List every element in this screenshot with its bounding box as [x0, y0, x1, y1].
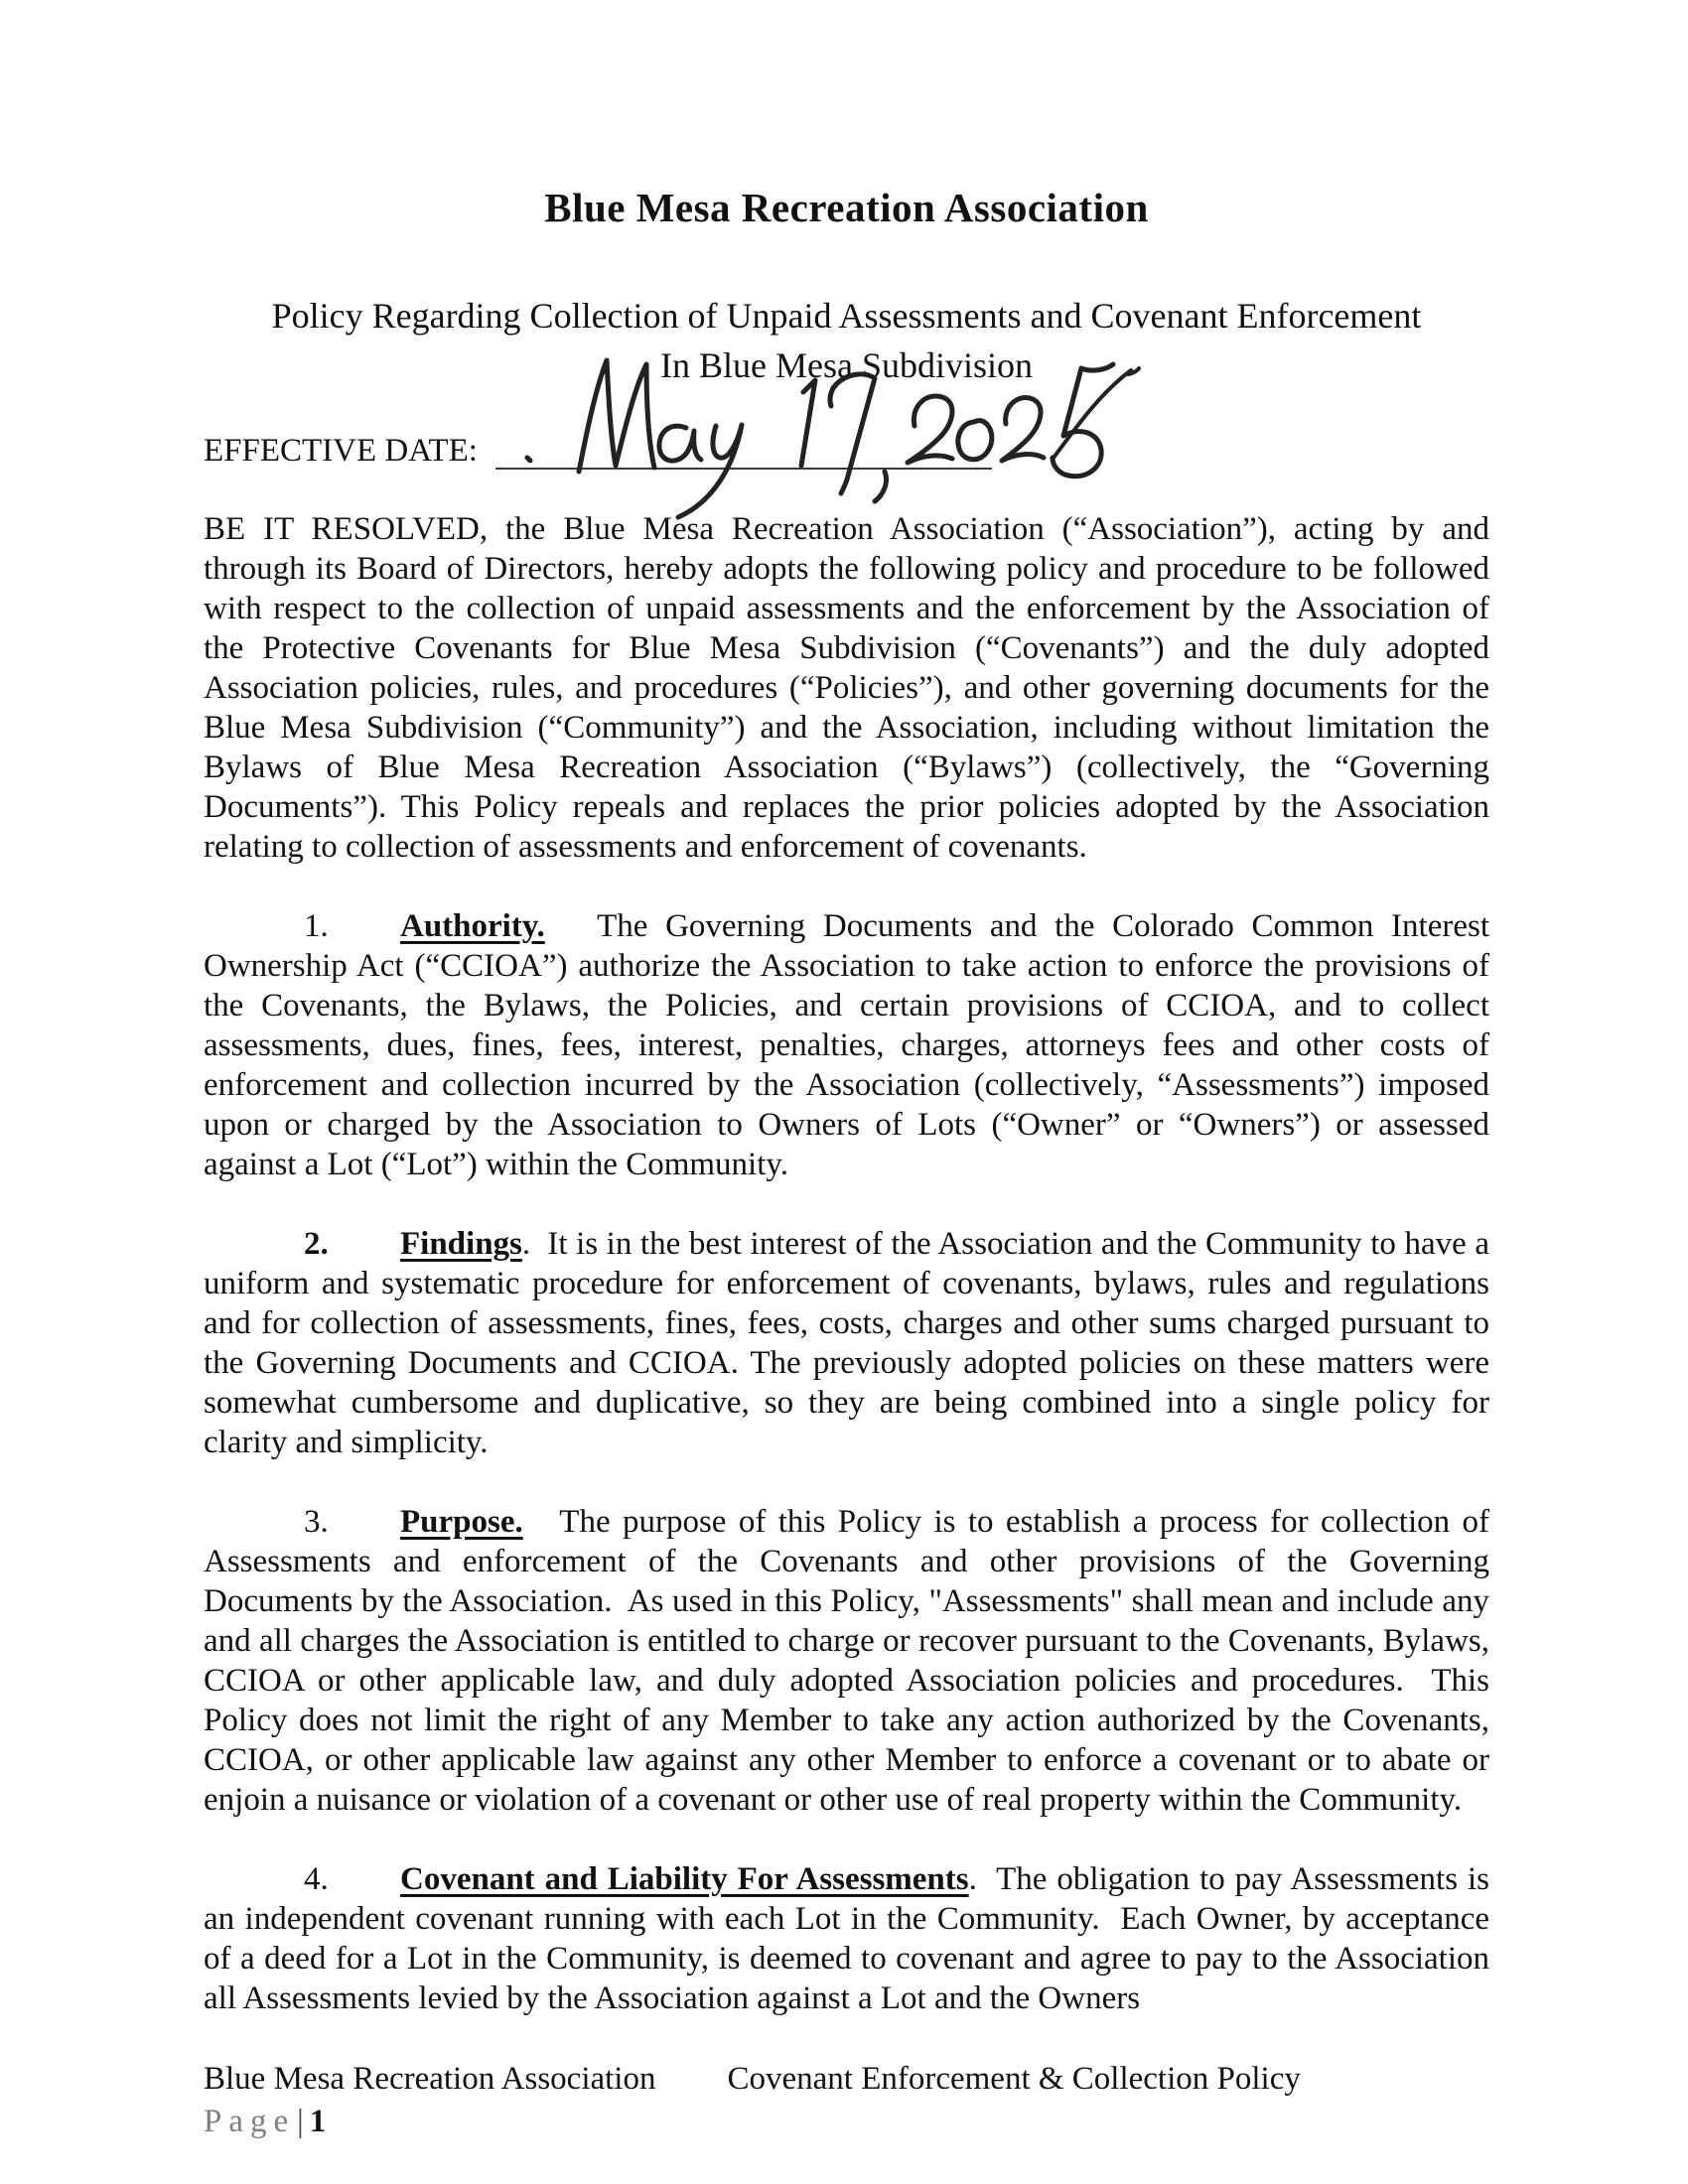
page-footer — [204, 2058, 1489, 2143]
section-3-number: 3. — [304, 1504, 329, 1540]
section-2-number: 2. — [304, 1226, 329, 1262]
section-2-heading: Findings — [400, 1226, 522, 1262]
section-3-purpose — [204, 1502, 1489, 1820]
section-4-number: 4. — [304, 1861, 329, 1897]
section-1-heading: Authority. — [400, 908, 545, 944]
section-2-body: It is in the best interest of the Association and the Community to have a uniform and systematic procedure for enforcement of covenants, bylaws, rules and regulations and for collection of assessments, fines, fees, costs, charges and other sums charged pursuant to the Governing Documents and CCIOA. The previously adopted policies on these matters were somewhat cumbersome and duplicative, so they are being combined into a single policy for clarity and simplicity. — [204, 1226, 1490, 1460]
subtitle-line-1: Policy Regarding Collection of Unpaid Assessments and Covenant Enforcement — [271, 296, 1422, 336]
section-3-heading: Purpose. — [400, 1504, 523, 1540]
footer-document-name: Covenant Enforcement & Collection Policy — [727, 2061, 1301, 2097]
section-3-body: The purpose of this Policy is to establish a process for collection of Assessments and enforcement of the Covenants and other provisions of the Governing Documents by the Association. As used in this Policy, "Assessments" shall mean and include any and all charges the Association is entitled to charge or recover pursuant to the Covenants, Bylaws, CCIOA or other applicable law, and duly adopted Association policies and procedures. This Policy does not limit the right of any Member to take any action authorized by the Covenants, CCIOA, or other applicable law against any other Member to enforce a covenant or to abate or enjoin a nuisance or violation of a covenant or other use of real property within the Community. — [204, 1504, 1489, 1818]
section-1-authority — [204, 906, 1489, 1184]
footer-association-name: Blue Mesa Recreation Association — [204, 2061, 656, 2097]
page-title: Blue Mesa Recreation Association — [544, 185, 1149, 230]
footer-page-row — [204, 2100, 1489, 2143]
footer-title-row — [204, 2058, 1489, 2100]
section-1-number: 1. — [304, 908, 329, 944]
document-subtitle — [204, 291, 1489, 390]
effective-date-label: EFFECTIVE DATE: — [204, 433, 478, 469]
section-1-body: The Governing Documents and the Colorado Common Interest Ownership Act (“CCIOA”) authorize the Association to take action to enforce the provisions of the Covenants, the Bylaws, the Policies, and certain provisions of CCIOA, and to collect assessments, dues, fines, fees, interest, penalties, charges, attorneys fees and other costs of enforcement and collection incurred by the Association (collectively, “Assessments”) imposed upon or charged by the Association to Owners of Lots (“Owner” or “Owners”) or assessed against a Lot (“Lot”) within the Community. — [204, 908, 1489, 1182]
intro-paragraph: BE IT RESOLVED, the Blue Mesa Recreation Association (“Association”), acting by and through its Board of Directors, hereby adopts the following policy and procedure to be followed with respect to the collection of unpaid assessments and the enforcement by the Association of the Protective Covenants for Blue Mesa Subdivision (“Covenants”) and the duly adopted Association policies, rules, and procedures (“Policies”), and other governing documents for the Blue Mesa Subdivision (“Community”) and the Association, including without limitation the Bylaws of Blue Mesa Recreation Association (“Bylaws”) (collectively, the “Governing Documents”). This Policy repeals and replaces the prior policies adopted by the Association relating to collection of assessments and enforcement of covenants. — [204, 511, 1489, 865]
section-4-covenant-liability — [204, 1859, 1489, 2018]
effective-date-row — [204, 430, 1489, 470]
section-3-separator — [523, 1504, 560, 1540]
footer-page-separator: | — [297, 2104, 304, 2139]
section-2-findings — [204, 1224, 1489, 1462]
section-2-separator: . — [521, 1226, 548, 1262]
footer-page-word: Page — [204, 2104, 296, 2139]
section-1-separator — [545, 908, 597, 944]
effective-date-blank-line — [495, 432, 992, 470]
section-4-heading: Covenant and Liability For Assessments — [400, 1861, 969, 1897]
footer-page-number: 1 — [309, 2104, 327, 2139]
section-4-body: The obligation to pay Assessments is an independent covenant running with each Lot in the Community. Each Owner, by acceptance of a deed for a Lot in the Community, is deemed to covenant and agree to pay to the Association all Assessments levied by the Association against a Lot and the Owners — [204, 1861, 1489, 2016]
subtitle-line-2: In Blue Mesa Subdivision — [660, 345, 1033, 385]
section-4-separator: . — [968, 1861, 997, 1897]
